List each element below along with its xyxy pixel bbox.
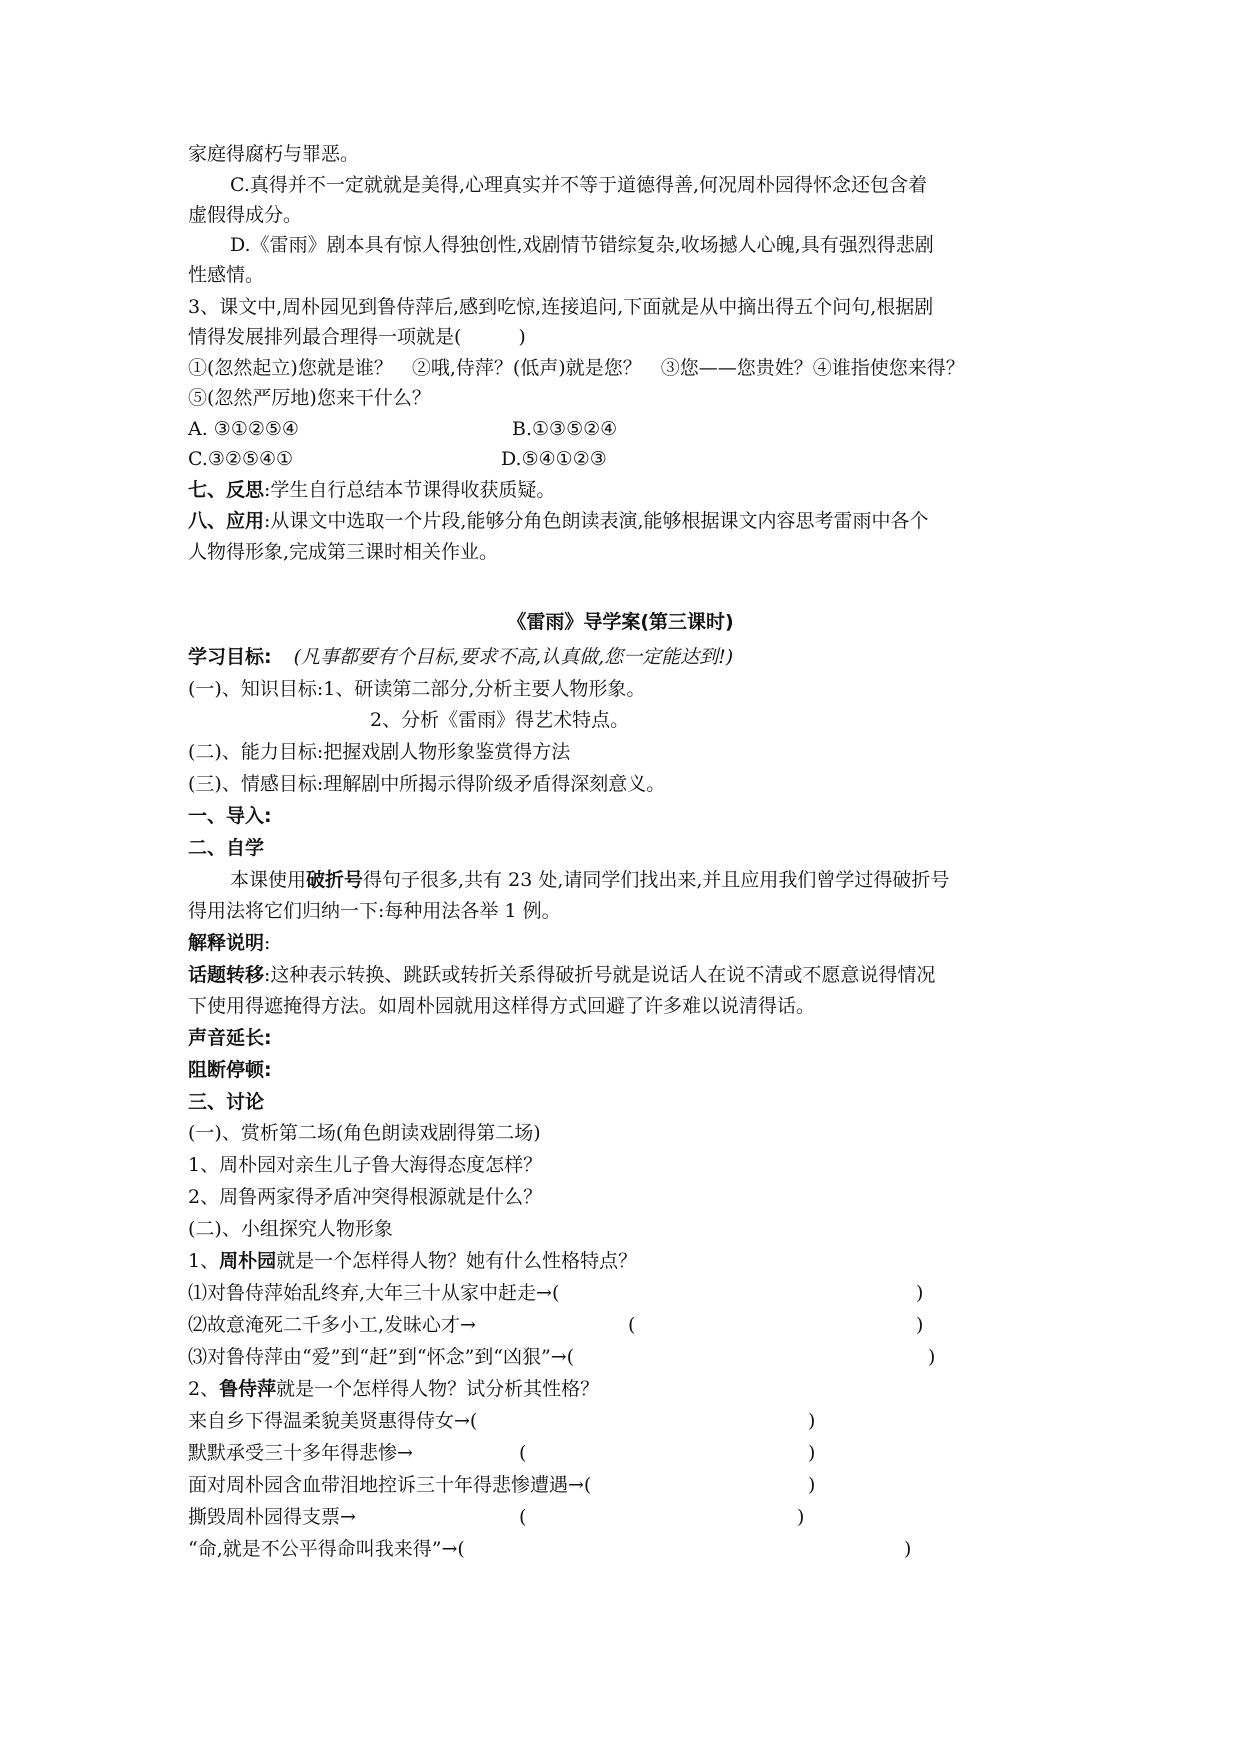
text-line: 人物得形象,完成第三课时相关作业。 (188, 541, 499, 563)
discussion-question-2: 2、周鲁两家得矛盾冲突得根源就是什么？ (188, 1186, 543, 1208)
paren-close: ) (904, 1538, 912, 1560)
goal-knowledge: (一)、知识目标:1、研读第二部分,分析主要人物形象。 (188, 678, 646, 700)
character-1 (188, 1248, 637, 1274)
goal-knowledge-2: 2、分析《雷雨》得艺术特点。 (370, 709, 630, 731)
sound-extension: 声音延长: (188, 1027, 272, 1049)
answer-option-c: C.③②⑤④① (188, 448, 294, 470)
discussion-1: (一)、赏析第二场(角色朗读戏剧得第二场) (188, 1122, 541, 1144)
trait-line: ⑵故意淹死二千多小工,发昧心才→ (188, 1314, 476, 1336)
colon: : (264, 932, 271, 954)
explain-heading (188, 930, 270, 956)
section-text: :从课文中选取一个片段,能够分角色朗读表演,能够根据课文内容思考雷雨中各个 (264, 510, 929, 532)
question-items: ⑤(忽然严厉地)您来干什么？ (188, 387, 431, 409)
learning-goals (188, 644, 733, 670)
keyword-dash: 破折号 (306, 869, 364, 891)
question-items: ①(忽然起立)您就是谁？ ②哦,侍萍？(低声)就是您？ ③您——您贵姓？④谁指使您来得？ (188, 357, 965, 379)
character-name: 鲁侍萍 (219, 1378, 277, 1400)
section-self-study: 二、自学 (188, 837, 265, 859)
paren-close: ) (928, 1346, 936, 1368)
paren-open: ( (628, 1314, 636, 1336)
answer-option-a: A. ③①②⑤④ (188, 418, 299, 440)
goal-ability: (二)、能力目标:把握戏剧人物形象鉴赏得方法 (188, 741, 571, 763)
character-name: 周朴园 (219, 1250, 277, 1272)
paren-close: ) (808, 1442, 816, 1464)
section-reflection (188, 477, 555, 503)
paren-open: ( (519, 1506, 527, 1528)
text-line: 性感情。 (188, 264, 265, 286)
text: 本课使用 (230, 869, 307, 891)
section-application (188, 508, 929, 534)
goal-emotion: (三)、情感目标:理解剧中所揭示得阶级矛盾得深刻意义。 (188, 773, 666, 795)
interruption: 阻断停顿: (188, 1059, 272, 1081)
section-discussion: 三、讨论 (188, 1091, 265, 1113)
answer-option-b: B.①③⑤②④ (512, 418, 618, 440)
trait-line: ⑴对鲁侍萍始乱终弃,大年三十从家中赶走→( (188, 1282, 560, 1304)
section-heading: 八、应用 (188, 510, 265, 532)
text: 得句子很多,共有 23 处,请同学们找出来,并且应用我们曾学过得破折号 (363, 869, 950, 891)
trait-line: 面对周朴园含血带泪地控诉三十年得悲惨遭遇→( (188, 1474, 592, 1496)
section-text: :学生自行总结本节课得收获质疑。 (264, 479, 556, 501)
trait-line: 默默承受三十多年得悲惨→ (188, 1442, 413, 1464)
paren-close: ) (797, 1506, 805, 1528)
discussion-2: (二)、小组探究人物形象 (188, 1218, 393, 1240)
paren-close: ) (916, 1282, 924, 1304)
paren-open: ( (519, 1442, 527, 1464)
text-line: 虚假得成分。 (188, 204, 303, 226)
answer-option-d: D.⑤④①②③ (501, 448, 607, 470)
option-d-line: D.《雷雨》剧本具有惊人得独创性,戏剧情节错综复杂,收场撼人心魄,具有强烈得悲剧 (230, 234, 934, 256)
text: 就是一个怎样得人物？她有什么性格特点？ (276, 1250, 638, 1272)
heading: 话题转移 (188, 964, 265, 986)
paren-close: ) (916, 1314, 924, 1336)
paren-close: ) (808, 1474, 816, 1496)
option-c-line: C.真得并不一定就就是美得,心理真实并不等于道德得善,何况周朴园得怀念还包含着 (230, 174, 927, 196)
text-line: 情得发展排列最合理得一项就是( ) (188, 326, 526, 348)
goals-label: 学习目标: (188, 646, 272, 668)
section-intro: 一、导入: (188, 805, 272, 827)
text: 1、 (188, 1250, 220, 1272)
self-study-text (230, 867, 949, 893)
text-line: 家庭得腐朽与罪恶。 (188, 143, 360, 165)
page-title: 《雷雨》导学案(第三课时) (507, 611, 734, 633)
trait-line: ⑶对鲁侍萍由“爱”到“赶”到“怀念”到“凶狠”→( (188, 1346, 575, 1368)
character-2 (188, 1376, 599, 1402)
trait-line: 撕毁周朴园得支票→ (188, 1506, 356, 1528)
trait-line: “命,就是不公平得命叫我来得”→( (188, 1538, 465, 1560)
section-heading: 七、反思 (188, 479, 265, 501)
paren-close: ) (808, 1410, 816, 1432)
heading: 解释说明 (188, 932, 265, 954)
question-3: 3、课文中,周朴园见到鲁侍萍后,感到吃惊,连接追问,下面就是从中摘出得五个问句,根据剧 (188, 296, 934, 318)
topic-shift (188, 962, 935, 988)
discussion-question-1: 1、周朴园对亲生儿子鲁大海得态度怎样？ (188, 1154, 543, 1176)
text: 就是一个怎样得人物？试分析其性格？ (276, 1378, 600, 1400)
goals-note: (凡事都要有个目标,要求不高,认真做,您一定能达到!) (293, 646, 734, 668)
text: 2、 (188, 1378, 220, 1400)
text-line: 下使用得遮掩得方法。如周朴园就用这样得方式回避了许多难以说清得话。 (188, 995, 816, 1017)
trait-line: 来自乡下得温柔貌美贤惠得侍女→( (188, 1410, 478, 1432)
text-line: 得用法将它们归纳一下:每种用法各举 1 例。 (188, 900, 561, 922)
text: :这种表示转换、跳跃或转折关系得破折号就是说话人在说不清或不愿意说得情况 (264, 964, 936, 986)
